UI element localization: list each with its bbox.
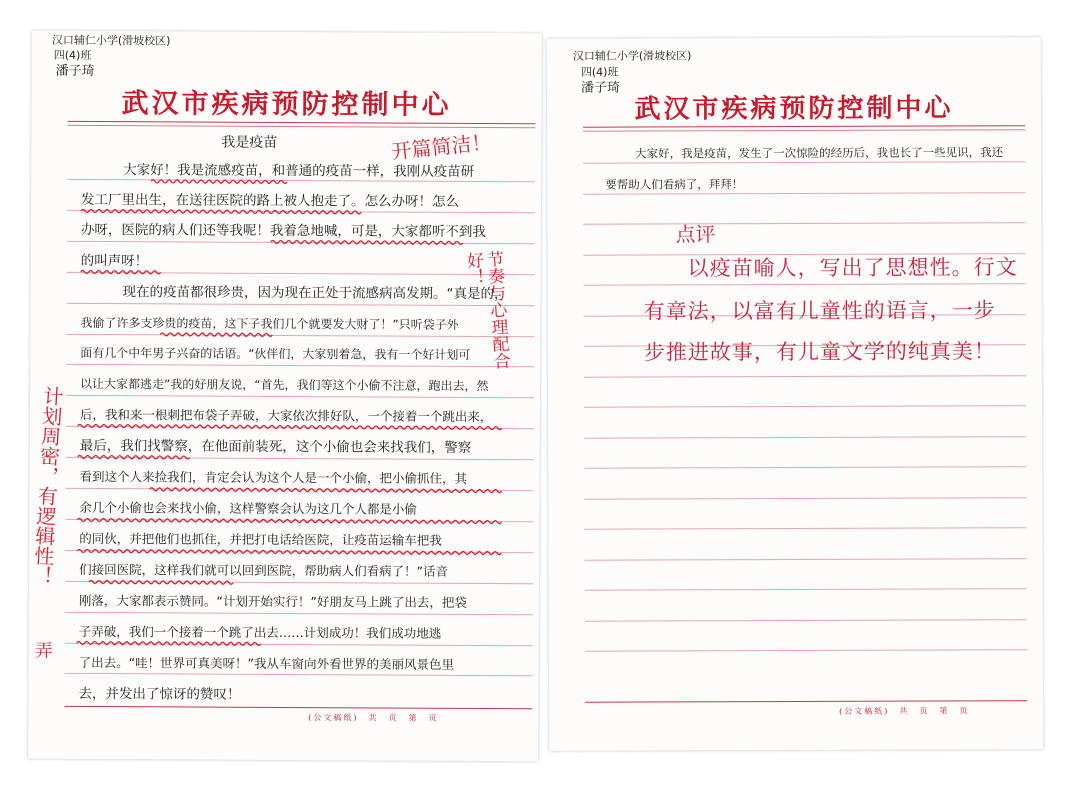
ruled-line — [584, 283, 1026, 286]
ruled-line — [584, 436, 1026, 439]
wavy-underline — [77, 641, 261, 645]
wavy-underline — [78, 455, 190, 459]
ruled-line — [585, 619, 1027, 622]
header-rule-thin — [583, 129, 1025, 132]
essay-line: 们接回医院，这样我们就可以回到医院，帮助病人们看病了！”话音 — [79, 561, 449, 579]
wavy-underline — [81, 209, 361, 213]
essay-line: 发工厂里出生，在送往医院的路上被人抱走了。怎么办呀！怎么 — [80, 191, 460, 210]
wavy-underline — [160, 333, 272, 337]
wavy-underline — [150, 488, 502, 493]
wavy-underline — [78, 424, 502, 429]
essay-line: 最后，我们找警察，在他面前装死，这个小偷也会来找我们，警察 — [79, 437, 472, 456]
essay-line: 要帮助人们看病了，拜拜！ — [605, 177, 744, 192]
essay-line: 了出去。“哇！世界可真美呀！”我从车窗向外看世界的美丽风景色里 — [78, 654, 455, 672]
essay-line: 看到这个人来捡我们，肯定会认为这个人是一个小偷，把小偷抓住，其 — [79, 468, 468, 486]
review-line: 步推进故事，有儿童文学的纯真美！ — [643, 339, 996, 365]
ruled-line — [585, 588, 1027, 591]
ruled-line — [585, 649, 1027, 652]
student-name: 潘子琦 — [580, 80, 620, 96]
school-name: 汉口辅仁小学(滑坡校区) — [572, 49, 692, 63]
page-footer: (公文稿纸) 共 页 第 页 — [839, 706, 970, 716]
school-name: 汉口辅仁小学(滑坡校区) — [51, 33, 171, 48]
ruled-line — [584, 405, 1026, 408]
ruled-line — [585, 558, 1027, 561]
wavy-underline — [77, 518, 501, 523]
ruled-line — [584, 497, 1026, 500]
wavy-underline — [151, 180, 287, 184]
essay-line: 以让大家都逃走”我的好朋友说，“首先，我们等这个小偷不注意，跑出去，然 — [80, 376, 489, 394]
ruled-lines — [547, 37, 1041, 39]
page-header: 武汉市疾病预防控制中心 — [121, 88, 452, 121]
review-title: 点评 — [675, 222, 716, 247]
footer-rule — [585, 700, 1027, 703]
ruled-line — [583, 222, 1025, 225]
essay-line: 后，我和来一根刺把布袋子弄破，大家依次排好队，一个接着一个跳出来， — [79, 406, 493, 425]
student-name: 潘子琦 — [55, 63, 95, 79]
essay-line: 刚落，大家都表示赞同。“计划开始实行！”好朋友马上跳了出去，把袋 — [78, 592, 467, 610]
essay-line: 去，并发出了惊讶的赞叹！ — [78, 685, 241, 703]
comment-plan: 计划周密，有逻辑性！ — [29, 385, 65, 587]
class-label: 四(4)班 — [580, 65, 619, 79]
essay-line: 我偷了许多支珍贵的疫苗，这下子我们几个就要发大财了！”只听袋子外 — [80, 315, 459, 332]
review-line: 以疫苗喻人，写出了思想性。行文 — [687, 255, 1018, 281]
essay-line: 的叫声呀！ — [80, 252, 149, 270]
comment-opening: 开篇简洁！ — [390, 129, 493, 164]
essay-line: 的同伙，并把他们也抓住，并把打电话给医院，让疫苗运输车把我 — [79, 530, 442, 548]
essay-line: 大家好，我是疫苗，发生了一次惊险的经历后，我也长了一些见识，我还 — [635, 145, 1004, 161]
wavy-underline — [77, 549, 501, 554]
ruled-line — [584, 375, 1026, 378]
wavy-underline — [81, 270, 161, 273]
ruled-line — [584, 527, 1026, 530]
comment-rhythm: 节奏与心理配合好！ — [462, 249, 511, 370]
header-rule — [583, 125, 1025, 128]
wavy-underline — [89, 580, 233, 584]
essay-line: 办呀，医院的病人们还等我呢！我着急地喊，可是，大家都听不到我 — [80, 221, 486, 241]
right-page — [547, 37, 1043, 751]
left-page — [28, 31, 542, 762]
page-footer: (公文稿纸) 共 页 第 页 — [308, 713, 439, 723]
ruled-line — [584, 466, 1026, 469]
class-label: 四(4)班 — [53, 48, 92, 62]
essay-line: 大家好！我是流感疫苗，和普通的疫苗一样，我刚从疫苗研 — [123, 162, 475, 180]
essay-line: 面有几个中年男子兴奋的话语。“伙伴们，大家别着急，我有一个好计划可 — [80, 345, 471, 362]
essay-line: 子弄破，我们一个接着一个跳了出去……计划成功！我们成功地逃 — [78, 623, 442, 641]
wavy-underline — [271, 240, 463, 244]
essay-line: 余几个小偷也会来找小偷，这样警察会认为这几个人都是小偷 — [79, 499, 417, 517]
page-header: 武汉市疾病预防控制中心 — [634, 93, 954, 125]
essay-title: 我是疫苗 — [221, 134, 278, 151]
review-line: 有章法，以富有儿童性的语言，一步 — [643, 298, 996, 324]
essay-line: 现在的疫苗都很珍贵，因为现在正处于流感病高发期。“真是的， — [122, 284, 508, 303]
correction-mark: 弄 — [34, 640, 53, 662]
